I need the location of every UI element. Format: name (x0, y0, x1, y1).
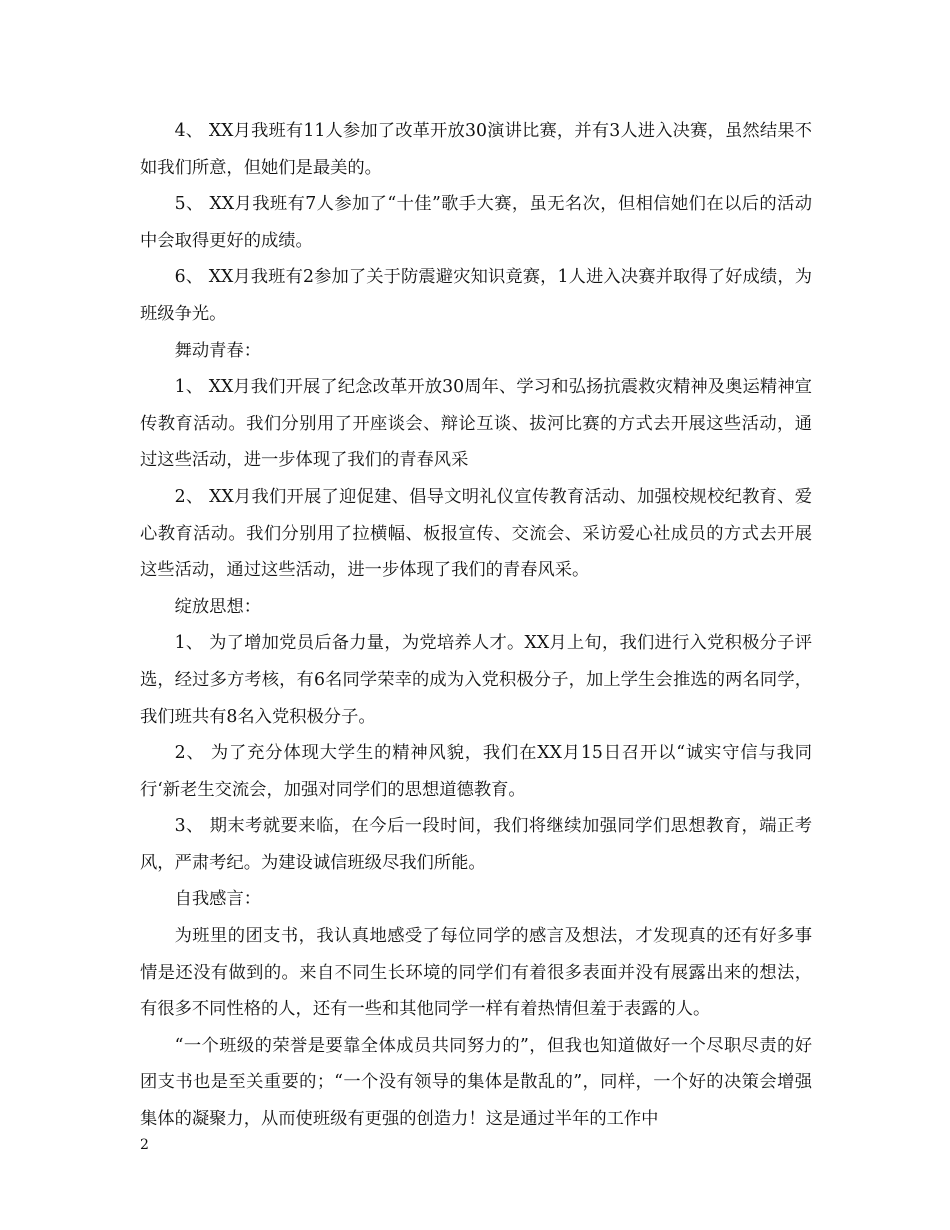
paragraph-reflection-1: 为班里的团支书，我认真地感受了每位同学的感言及想法，才发现真的还有好多事情是还没有做到的。来自不同生长环境的同学们有着很多表面并没有展露出来的想法，有很多不同性格的人，还有一些和其他同学一样有着热情但羞于表露的人。 (140, 926, 812, 1020)
paragraph-item-5: 5、 XX月我班有7人参加了“十佳”歌手大赛，虽无名次，但相信她们在以后的活动中会取得更好的成绩。 (140, 194, 812, 251)
page-number: 2 (140, 1137, 149, 1153)
paragraph-reflection-2: “一个班级的荣誉是要靠全体成员共同努力的”，但我也知道做好一个尽职尽责的好团支书也是至关重要的；“一个没有领导的集体是散乱的”，同样，一个好的决策会增强集体的凝聚力，从而使班级有更强的创造力！这是通过半年的工作中 (140, 1035, 812, 1130)
paragraph-thought-2: 2、 为了充分体现大学生的精神风貌，我们在XX月15日召开以“诚实守信与我同行‘新老生交流会，加强对同学们的思想道德教育。 (140, 743, 812, 800)
paragraph-item-6: 6、 XX月我班有2参加了关于防震避灾知识竟赛，1人进入决赛并取得了好成绩，为班级争光。 (140, 267, 812, 324)
paragraph-thought-3: 3、 期末考就要来临，在今后一段时间，我们将继续加强同学们思想教育，端正考风，严肃考纪。为建设诚信班级尽我们所能。 (140, 816, 812, 873)
paragraph-item-4: 4、 XX月我班有11人参加了改革开放30演讲比赛，并有3人进入决赛，虽然结果不如我们所意，但她们是最美的。 (140, 121, 812, 178)
document-body (140, 113, 812, 1138)
paragraph-youth-2: 2、 XX月我们开展了迎促建、倡导文明礼仪宣传教育活动、加强校规校纪教育、爱心教育活动。我们分别用了拉横幅、板报宣传、交流会、采访爱心社成员的方式去开展这些活动，通过这些活动，进一步体现了我们的青春风采。 (140, 486, 812, 581)
paragraph-youth-1: 1、 XX月我们开展了纪念改革开放30周年、学习和弘扬抗震救灾精神及奥运精神宣传教育活动。我们分别用了开座谈会、辩论互谈、拔河比赛的方式去开展这些活动，通过这些活动，进一步体现了我们的青春风采 (140, 377, 812, 471)
section-heading-reflection: 自我感言： (174, 889, 262, 910)
paragraph-thought-1: 1、 为了增加党员后备力量，为党培养人才。XX月上旬，我们进行入党积极分子评选，经过多方考核，有6名同学荣幸的成为入党积极分子，加上学生会推选的两名同学，我们班共有8名入党积极分子。 (140, 633, 812, 727)
section-heading-thought: 绽放思想： (174, 596, 262, 617)
section-heading-youth: 舞动青春： (174, 340, 262, 361)
